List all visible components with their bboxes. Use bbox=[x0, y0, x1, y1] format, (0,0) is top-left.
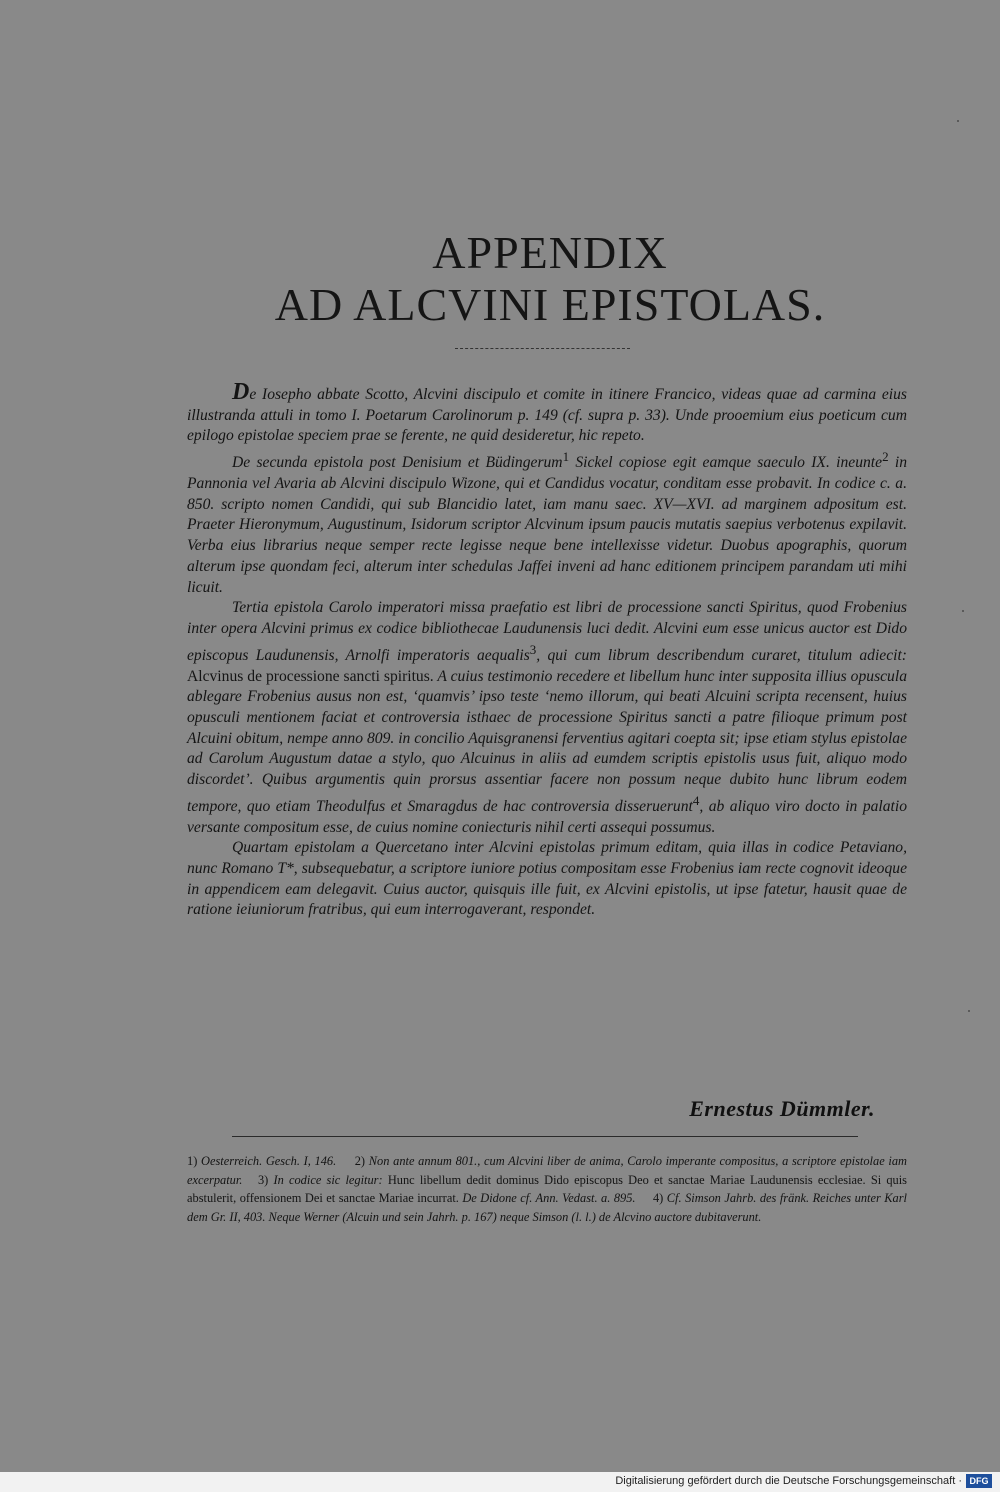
quoted-title: Alcvinus de processione sancti spiritus. bbox=[187, 667, 434, 685]
paragraph-3 bbox=[187, 598, 907, 838]
footnote-3-ref: De Didone cf. Ann. Vedast. a. 895. bbox=[458, 1191, 636, 1205]
footnote-2: Non ante annum 801., cum Alcvini liber de anima, Carolo imperante compositus, a scriptore epistolae iam excerpatur. bbox=[187, 1154, 907, 1187]
main-text bbox=[187, 379, 908, 921]
paragraph-3-part-d: , ab aliquo viro docto in palatio versante compositum esse, de cuius nomine coniecturis nihil certi assequi possumus. bbox=[187, 797, 908, 836]
paragraph-2-part-c: in Pannonia vel Avaria ab Alcvini discipulo Wizone, qui et Candidus vocatur, conditam esse probavit. In codice c. a. 850. scripto nomen Candidi, qui sub Blancidio latet, iam manu saec. XV—XVI. ad marginem adpositum est. Praeter Hieronymum, Augustinum, Isidorum scriptor Alcvinum ipsum paucis mutatis saepius verbotenus expilavit. Verba eius librarius neque semper recte legisse neque bene intellexisse videtur. Duobus apographis, quorum alterum ipse quondam feci, alterum inter schedulas Jaffei inveni ad hanc editionem principem parandam uti mihi licuit. bbox=[187, 454, 907, 596]
footnote-1-number: 1) bbox=[187, 1154, 202, 1168]
footnote-2-number: 2) bbox=[354, 1154, 369, 1168]
scan-speck bbox=[957, 120, 959, 122]
footnote-ref-3[interactable]: 3 bbox=[529, 641, 537, 657]
footnote-ref-2[interactable]: 2 bbox=[882, 449, 889, 465]
funding-notice: Digitalisierung gefördert durch die Deutsche Forschungsgemeinschaft · bbox=[615, 1475, 962, 1487]
paragraph-3-part-a: Tertia epistola Carolo imperatori missa praefatio est libri de processione sancti Spiritus, quod Frobenius inter opera Alcvini primus ex codice bibliothecae Laudunensis luci dedit. Alcvini eum esse unicus auctor est Dido episcopus Laudunensis, Arnolfi imperatoris aequalis bbox=[187, 599, 907, 664]
decorative-divider bbox=[455, 348, 630, 351]
footer-bar bbox=[0, 1472, 1000, 1492]
footnote-rule bbox=[232, 1136, 858, 1137]
footnote-ref-4[interactable]: 4 bbox=[692, 792, 700, 808]
drop-cap: D bbox=[232, 379, 250, 405]
paragraph-3-part-b: , qui cum librum describendum curaret, titulum adiecit: bbox=[536, 646, 907, 664]
dfg-logo[interactable]: DFG bbox=[966, 1474, 992, 1488]
paragraph-2-part-b: Sickel copiose egit eamque saeculo IX. ineunte bbox=[569, 454, 883, 472]
scan-speck bbox=[962, 610, 964, 612]
paragraph-2 bbox=[187, 447, 907, 598]
footnote-4: Cf. Simson Jahrb. des fränk. Reiches unter Karl dem Gr. II, 403. Neque Werner (Alcuin und sein Jahrh. p. 167) neque Simson (l. l.) de Alcvino auctore dubitaverunt. bbox=[187, 1191, 907, 1224]
paragraph-2-part-a: De secunda epistola post Denisium et Büdingerum bbox=[232, 454, 563, 472]
paragraph-3-part-c: A cuius testimonio recedere et libellum hunc inter supposita illius opuscula ablegare Frobenius ausus non est, ‘quamvis’ ipso teste ‘nemo illorum, qui beati Alcuini scripta recensent, huius opusculi mentionem faciat et controversia isthaec de processione Spiritus sancti a patre filioque primum post Alcuini obitum, nempe anno 809. in concilio Aquisgranensi ferventius agitari coepta sit; ipse etiam stylus epistolae ad Carolum Augustum datae a stylo, quo Alcuinus in aliis ad eumdem scriptis epistolis usus fuit, aliquo modo discordet’. Quibus argumentis quin prorsus assentiar facere non possum neque dubito hunc librum eodem tempore, quo etiam Theodulfus et Smaragdus de hac controversia disseruerunt bbox=[187, 667, 907, 815]
footnote-ref-1[interactable]: 1 bbox=[562, 449, 570, 465]
footnote-4-number: 4) bbox=[652, 1191, 667, 1205]
heading-appendix: APPENDIX bbox=[432, 227, 668, 278]
footnote-3-number: 3) bbox=[257, 1172, 274, 1187]
paragraph-1 bbox=[187, 379, 907, 447]
footnote-3-intro: In codice sic legitur: bbox=[273, 1172, 388, 1187]
scan-speck bbox=[968, 1010, 970, 1012]
paragraph-1-text: e Iosepho abbate Scotto, Alcvini discipulo et comite in itinere Francico, videas quae ad carmina eius illustranda attuli in tomo I. Poetarum Carolinorum p. 149 (cf. supra p. 33). Unde prooemium eius poeticum cum epilogo epistolae speciem prae se ferente, ne quid desideretur, hic repeto. bbox=[187, 386, 907, 445]
heading-ad-alcvini: AD ALCVINI EPISTOLAS. bbox=[274, 279, 826, 330]
footnote-1: Oesterreich. Gesch. I, 146. bbox=[201, 1154, 337, 1168]
footnotes bbox=[187, 1152, 907, 1226]
footnote-3-quote: Hunc libellum dedit dominus Dido episcopus Deo et sanctae Mariae Laudunensis ecclesiae. Si quis abstulerit, offensionem Dei et sanctae Mariae incurrat. bbox=[187, 1172, 908, 1205]
signature: Ernestus Dümmler. bbox=[689, 1096, 875, 1121]
paragraph-4: Quartam epistolam a Quercetano inter Alcvini epistolas primum editam, quia illas in codice Petaviano, nunc Romano T*, subsequebatur, a scriptore iuniore potius compositam esse Frobenius iam recte cognovit ideoque in appendicem eam delegavit. Cuius auctor, quisquis ille fuit, ex Alcvini epistolis, ut ipse fatetur, hausit quae de ratione ieiuniorum fratribus, qui eum interrogaverant, respondet. bbox=[187, 839, 907, 919]
